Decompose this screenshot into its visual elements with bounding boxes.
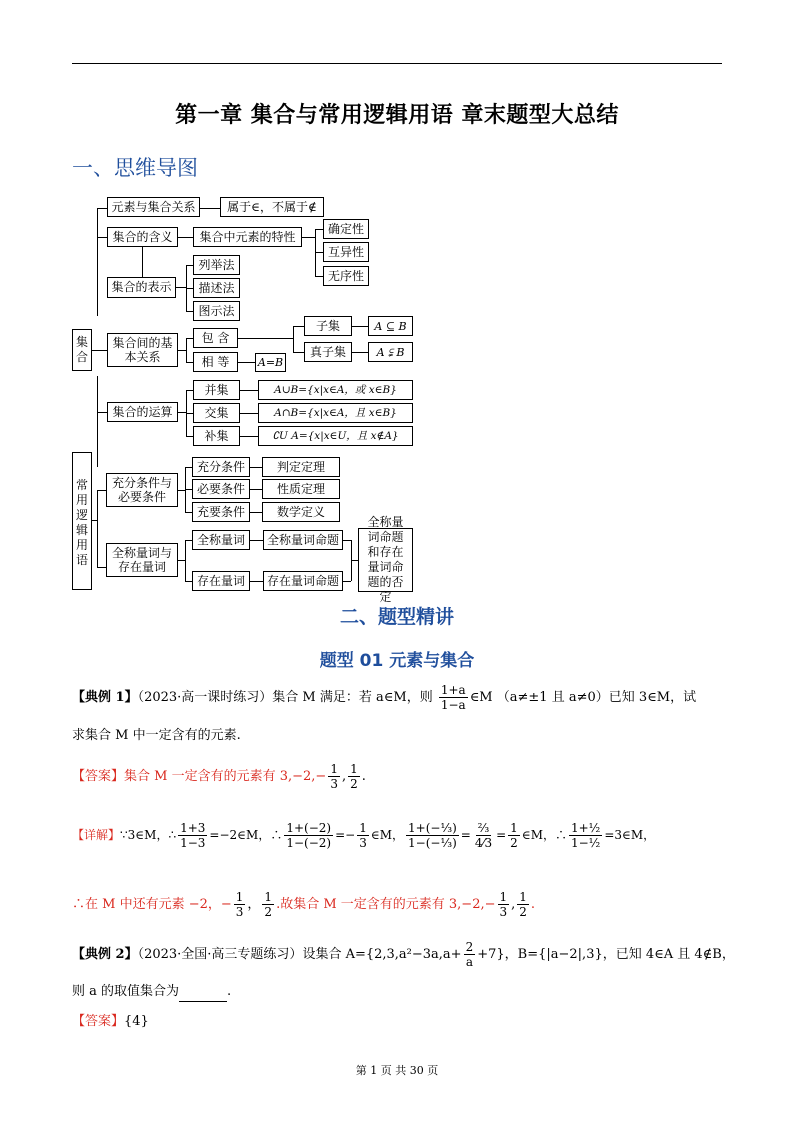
connector (97, 490, 106, 491)
fraction: $\frac{1}{2}$ (350, 762, 358, 791)
connector (185, 581, 192, 582)
connector (200, 208, 220, 209)
node-representation: 集合的表示 (107, 277, 176, 298)
connector (250, 467, 262, 468)
example2-answer-value: {4} (124, 1014, 149, 1029)
example1-question-line2: 求集合 M 中一定含有的元素. (72, 728, 241, 743)
node-cond-detail-0: 判定定理 (262, 457, 340, 477)
connector (240, 413, 258, 414)
node-equal-detail: A=B (255, 353, 286, 372)
connector (293, 326, 294, 352)
connector (240, 390, 258, 391)
node-cond-2: 充要条件 (192, 502, 250, 522)
node-cond-0: 充分条件 (192, 457, 250, 477)
node-equal: 相 等 (193, 352, 238, 372)
connector (97, 376, 98, 451)
connector (352, 352, 368, 353)
node-feature-1: 互异性 (323, 242, 369, 262)
connector (293, 352, 304, 353)
example1-detail: 【详解】 ∵3∈M，∴ $\frac{1+3}{1-3}$ =−2∈M，∴ $\frac{1+(-2)}{1-(-2)}$ =− $\frac{1}{3}$ ∈M， $\frac{\text{1+(−⅓)}}{\text{1−(−⅓)}}$ = ⅔ 4⁄3 = $\frac{1}{2}$ ∈M，∴ $\frac{\text{1+½}}{\text{1−½}}$ =3∈M， (72, 820, 656, 850)
node-quant-0: 全称量词 (192, 530, 250, 550)
connector (92, 520, 97, 521)
example1-answer-text: 集合 M 一定含有的元素有 3,−2,− (124, 769, 327, 784)
node-basic-rel: 集合间的基本关系 (107, 333, 178, 367)
connector (178, 350, 186, 351)
node-quant-prop-1: 存在量词命题 (263, 571, 343, 591)
detail-label: 【详解】 (72, 828, 121, 842)
node-intersection: 交集 (193, 403, 240, 423)
connector (250, 489, 262, 490)
example1-text-b: ∈M （a≠±1 且 a≠0）已知 3∈M，试 (469, 690, 697, 705)
connector (186, 390, 193, 391)
node-cond-detail-1: 性质定理 (262, 479, 340, 499)
connector (250, 581, 263, 582)
node-cond-1: 必要条件 (192, 479, 250, 499)
connector (185, 467, 192, 468)
fraction: $\frac{1}{3}$ (330, 762, 338, 791)
node-rep-2: 图示法 (193, 301, 240, 321)
connector (315, 229, 323, 230)
example1-source: （2023·高一课时练习） (137, 690, 273, 705)
connector (97, 412, 107, 413)
connector (142, 245, 143, 278)
node-cond: 充分条件与必要条件 (106, 473, 178, 507)
connector (185, 540, 192, 541)
example2-source: （2023·全国·高三专题练习） (137, 947, 303, 962)
connector (185, 512, 192, 513)
example1-answer: 【答案】集合 M 一定含有的元素有 3,−2,− $\frac{1}{3}$ , $\frac{1}{2}$ . (72, 762, 366, 791)
connector (90, 350, 107, 351)
connector (186, 362, 193, 363)
connector (343, 540, 351, 541)
connector (97, 490, 98, 567)
connector (178, 237, 193, 238)
node-proper-subset-detail: A ⫋ B (368, 342, 413, 362)
example1-conclusion-a: ∴在 M 中还有元素 −2，− (72, 897, 232, 912)
example1-conclusion: ∴在 M 中还有元素 −2，− $\frac{1}{3}$ ， $\frac{1}{2}$ .故集合 M 一定含有的元素有 3,−2,− $\frac{1}{3}$ , $\frac{1}{2}$ . (72, 890, 536, 919)
node-intersection-detail: A∩B={x|x∈A，且 x∈B} (258, 403, 413, 423)
node-root-logic: 常用逻辑用语 (72, 452, 92, 590)
node-feature-2: 无序性 (323, 266, 369, 286)
connector (97, 208, 98, 316)
connector (97, 443, 98, 467)
node-feature-0: 确定性 (323, 219, 369, 239)
connector (176, 287, 186, 288)
connector (302, 237, 315, 238)
connector (238, 362, 255, 363)
connector (186, 338, 187, 362)
section-heading-mindmap: 一、思维导图 (72, 156, 198, 180)
page-footer: 第 1 页 共 30 页 (355, 1064, 439, 1077)
node-quant: 全称量词与存在量词 (106, 543, 178, 577)
connector (250, 512, 262, 513)
node-features: 集合中元素的特性 (193, 227, 302, 247)
connector (186, 311, 193, 312)
node-subset-detail: A ⊆ B (368, 316, 413, 336)
connector (351, 560, 358, 561)
example2-question-line2: 则 a 的取值集合为 . (72, 982, 231, 1002)
example2-answer (72, 1012, 149, 1032)
node-operation: 集合的运算 (107, 402, 178, 422)
connector (240, 436, 258, 437)
connector (178, 490, 185, 491)
node-elem-rel: 元素与集合关系 (107, 197, 200, 217)
connector (178, 412, 186, 413)
answer-label: 【答案】 (72, 769, 125, 784)
connector (352, 326, 368, 327)
example2-question: 【典例 2】（2023·全国·高三专题练习）设集合 A={2,3,a²−3a,a+ $\frac{2}{a}$ +7}，B={|a−2|,3}，已知 4∈A 且 4∉B， (72, 940, 735, 969)
fraction: $\frac{1+a}{1-a}$ (440, 683, 466, 712)
node-rep-0: 列举法 (193, 255, 240, 275)
section-heading-types: 二、题型精讲 (339, 606, 454, 628)
connector (97, 567, 106, 568)
example2-label: 【典例 2】 (72, 947, 138, 962)
connector (315, 276, 323, 277)
connector (97, 208, 107, 209)
node-proper-subset: 真子集 (304, 342, 352, 362)
connector (178, 560, 185, 561)
connector (186, 413, 193, 414)
node-quant-1: 存在量词 (192, 571, 250, 591)
node-root-set: 集合 (72, 329, 92, 371)
node-quant-neg: 全称量词命题和存在量词命题的否定 (358, 528, 413, 592)
node-complement: 补集 (193, 426, 240, 446)
connector (293, 326, 304, 327)
example1-label: 【典例 1】 (72, 690, 138, 705)
node-union-detail: A∪B={x|x∈A，或 x∈B} (258, 380, 413, 400)
node-meaning: 集合的含义 (107, 227, 178, 247)
connector (186, 288, 193, 289)
connector (186, 436, 193, 437)
node-elem-rel-detail: 属于∈，不属于∉ (220, 197, 324, 217)
answer-blank (179, 988, 227, 1002)
example2-text-a: 设集合 A={2,3,a²−3a,a+ (302, 947, 462, 962)
connector (238, 338, 293, 339)
example2-text-c: 则 a 的取值集合为 (72, 984, 180, 999)
connector (185, 489, 192, 490)
node-subset: 子集 (304, 316, 352, 336)
node-rep-1: 描述法 (193, 278, 240, 298)
section-heading-type01: 题型 01 元素与集合 (319, 651, 475, 671)
example1-text-a: 集合 M 满足：若 a∈M，则 (272, 690, 433, 705)
node-complement-detail: ∁U A={x|x∈U，且 x∉A} (258, 426, 413, 446)
connector (343, 581, 351, 582)
connector (186, 265, 193, 266)
example1-question (72, 683, 722, 712)
connector (186, 338, 193, 339)
page-title: 第一章 集合与常用逻辑用语 章末题型大总结 (175, 103, 619, 128)
connector (250, 540, 263, 541)
example2-text-b: +7}，B={|a−2|,3}，已知 4∈A 且 4∉B， (477, 947, 735, 962)
example1-conclusion-b: .故集合 M 一定含有的元素有 3,−2,− (276, 897, 496, 912)
answer-label: 【答案】 (72, 1014, 125, 1029)
node-union: 并集 (193, 380, 240, 400)
node-cond-detail-2: 数学定义 (262, 502, 340, 522)
connector (97, 237, 107, 238)
connector (185, 540, 186, 581)
connector (315, 252, 323, 253)
node-quant-prop-0: 全称量词命题 (263, 530, 343, 550)
node-contain: 包 含 (193, 328, 238, 348)
